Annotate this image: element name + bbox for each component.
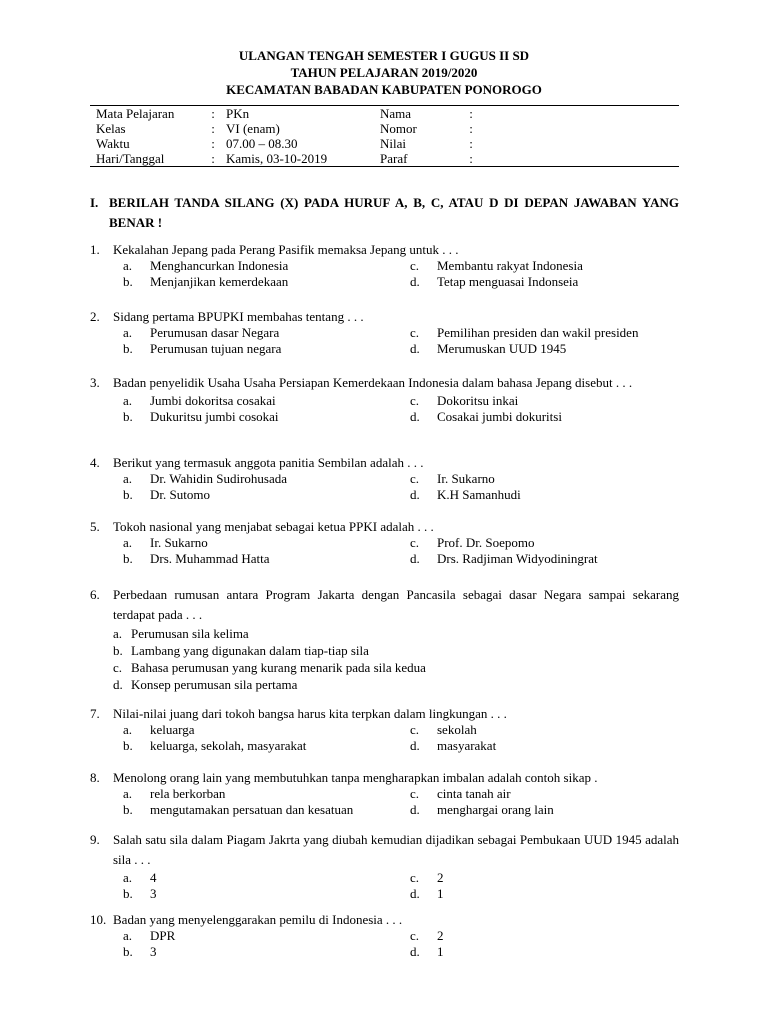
question-8	[90, 770, 679, 818]
option-letter: c.	[410, 258, 420, 273]
option-letter: a.	[123, 325, 133, 340]
option-text: cinta tanah air	[437, 786, 511, 801]
option-text: Cosakai jumbi dokuritsi	[437, 409, 562, 424]
option-letter: a.	[123, 393, 133, 408]
option-text: Drs. Muhammad Hatta	[150, 551, 270, 566]
option-text: Dr. Sutomo	[150, 487, 210, 502]
option-text: Tetap menguasai Indonseia	[437, 274, 579, 289]
option-text: Dokoritsu inkai	[437, 393, 519, 408]
option-text: Perumusan sila kelima	[131, 626, 249, 641]
header-title: ULANGAN TENGAH SEMESTER I GUGUS II SD	[238, 48, 530, 63]
option-text: Dukuritsu jumbi cosokai	[150, 409, 279, 424]
question-number: 1.	[90, 242, 100, 257]
option-letter: c.	[410, 722, 420, 737]
option-letter: c.	[410, 786, 420, 801]
option-letter: c.	[410, 471, 420, 486]
option-letter: a.	[123, 535, 133, 550]
option-letter: c.	[410, 325, 420, 340]
option-text: DPR	[150, 928, 176, 943]
info-colon: :	[469, 121, 473, 136]
option-text: Konsep perumusan sila pertama	[131, 677, 298, 692]
info-label: Waktu	[96, 136, 130, 151]
option-text: rela berkorban	[150, 786, 226, 801]
question-5	[90, 519, 679, 567]
option-letter: b.	[123, 487, 133, 502]
question-7	[90, 706, 679, 754]
info-label: Mata Pelajaran	[90, 106, 206, 122]
option-text: Membantu rakyat Indonesia	[437, 258, 583, 273]
option-letter: c.	[410, 535, 420, 550]
info-value-right	[478, 106, 679, 122]
info-colon: :	[464, 106, 478, 122]
section-text: BERILAH TANDA SILANG (X) PADA HURUF A, B, C, ATAU D DI DEPAN JAWABAN YANG BENAR !	[109, 195, 679, 230]
answer-options	[123, 325, 679, 357]
option-letter: a.	[123, 722, 133, 737]
question-text: Berikut yang termasuk anggota panitia Sembilan adalah . . .	[113, 455, 424, 470]
question-10	[90, 912, 679, 960]
option-text: 3	[150, 886, 157, 901]
section-number: I.	[90, 195, 99, 210]
exam-header	[0, 47, 768, 98]
info-value: Kamis, 03-10-2019	[220, 151, 374, 167]
option-d[interactable]	[113, 676, 679, 693]
answer-options	[123, 471, 679, 503]
option-text: keluarga, sekolah, masyarakat	[150, 738, 307, 753]
option-text: Bahasa perumusan yang kurang menarik pada sila kedua	[131, 660, 426, 675]
question-text: Tokoh nasional yang menjabat sebagai ketua PPKI adalah . . .	[113, 519, 434, 534]
info-label: Kelas	[96, 121, 126, 136]
header-school-year: TAHUN PELAJARAN 2019/2020	[290, 65, 478, 80]
question-text: Salah satu sila dalam Piagam Jakrta yang diubah kemudian dijadikan sebagai Pembukaan UUD 1945 adalah sila . . .	[113, 832, 679, 867]
option-text: 4	[150, 870, 157, 885]
option-text: 1	[437, 944, 444, 959]
option-text: masyarakat	[437, 738, 497, 753]
question-text: Nilai-nilai juang dari tokoh bangsa harus kita terpkan dalam lingkungan . . .	[113, 706, 507, 721]
info-label-right: Paraf	[374, 151, 464, 167]
option-letter: d.	[410, 738, 420, 753]
option-text: 3	[150, 944, 157, 959]
question-text: Perbedaan rumusan antara Program Jakarta dengan Pancasila sebagai dasar Negara sampai sekarang terdapat pada . . .	[113, 587, 679, 622]
question-number: 8.	[90, 770, 100, 785]
option-text: keluarga	[150, 722, 195, 737]
info-colon: :	[206, 106, 220, 122]
option-letter: d.	[410, 802, 420, 817]
option-letter: c.	[410, 928, 420, 943]
option-letter: a.	[123, 928, 133, 943]
question-number: 7.	[90, 706, 100, 721]
option-letter: b.	[123, 274, 133, 289]
section-instruction	[90, 193, 679, 233]
question-text: Menolong orang lain yang membutuhkan tanpa mengharapkan imbalan adalah contoh sikap .	[113, 770, 598, 785]
info-row	[90, 106, 679, 122]
option-letter: a.	[123, 258, 133, 273]
option-text: Prof. Dr. Soepomo	[437, 535, 535, 550]
option-a[interactable]	[113, 625, 679, 642]
option-letter: a.	[123, 786, 133, 801]
answer-options	[123, 928, 679, 960]
question-number: 9.	[90, 832, 100, 847]
info-colon: :	[211, 136, 215, 151]
answer-options	[123, 393, 679, 425]
info-row	[90, 121, 679, 136]
exam-info-table	[90, 105, 679, 167]
option-text: 2	[437, 870, 444, 885]
question-number: 6.	[90, 587, 100, 602]
info-colon: :	[464, 151, 478, 167]
question-text: Sidang pertama BPUPKI membahas tentang . . .	[113, 309, 364, 324]
option-text: Jumbi dokoritsa cosakai	[150, 393, 276, 408]
option-letter: d.	[410, 409, 420, 424]
info-label: Hari/Tanggal	[90, 151, 206, 167]
info-value-right	[478, 121, 679, 136]
option-letter: b.	[123, 551, 133, 566]
answer-options	[123, 786, 679, 818]
option-b[interactable]	[113, 642, 679, 659]
info-row	[90, 151, 679, 167]
option-letter: a.	[113, 626, 123, 641]
info-value: PKn	[220, 106, 374, 122]
option-letter: b.	[123, 944, 133, 959]
option-text: Ir. Sukarno	[437, 471, 495, 486]
option-text: Menghancurkan Indonesia	[150, 258, 289, 273]
info-value-right	[478, 151, 679, 167]
question-6	[90, 585, 679, 693]
option-letter: b.	[123, 802, 133, 817]
question-number: 5.	[90, 519, 100, 534]
question-text: Kekalahan Jepang pada Perang Pasifik memaksa Jepang untuk . . .	[113, 242, 459, 257]
option-letter: d.	[410, 341, 420, 356]
option-letter: a.	[123, 471, 133, 486]
question-text: Badan yang menyelenggarakan pemilu di Indonesia . . .	[113, 912, 403, 927]
option-text: menghargai orang lain	[437, 802, 554, 817]
question-9	[90, 830, 679, 902]
option-text: sekolah	[437, 722, 477, 737]
question-4	[90, 455, 679, 503]
option-text: Perumusan dasar Negara	[150, 325, 280, 340]
answer-options	[113, 625, 679, 693]
header-district: KECAMATAN BABADAN KABUPATEN PONOROGO	[226, 82, 542, 97]
info-colon: :	[211, 121, 215, 136]
answer-options	[123, 535, 679, 567]
question-number: 10.	[90, 912, 107, 927]
info-value: VI (enam)	[226, 121, 280, 136]
option-letter: b.	[123, 341, 133, 356]
option-letter: c.	[113, 660, 123, 675]
question-text: Badan penyelidik Usaha Usaha Persiapan Kemerdekaan Indonesia dalam bahasa Jepang disebut . . .	[113, 375, 633, 390]
question-number: 2.	[90, 309, 100, 324]
info-value: 07.00 – 08.30	[226, 136, 298, 151]
option-letter: b.	[113, 643, 123, 658]
option-letter: b.	[123, 738, 133, 753]
option-letter: b.	[123, 409, 133, 424]
option-letter: a.	[123, 870, 133, 885]
option-letter: d.	[410, 487, 420, 502]
option-text: 1	[437, 886, 444, 901]
info-label-right: Nilai	[380, 136, 406, 151]
info-value-right	[478, 136, 679, 151]
info-label-right: Nomor	[380, 121, 417, 136]
option-text: Ir. Sukarno	[150, 535, 208, 550]
answer-options	[123, 258, 679, 290]
option-letter: b.	[123, 886, 133, 901]
info-label-right: Nama	[374, 106, 464, 122]
info-row	[90, 136, 679, 151]
option-text: Dr. Wahidin Sudirohusada	[150, 471, 288, 486]
option-text: Perumusan tujuan negara	[150, 341, 282, 356]
question-number: 3.	[90, 375, 100, 390]
option-text: Lambang yang digunakan dalam tiap-tiap sila	[131, 643, 369, 658]
info-colon: :	[206, 151, 220, 167]
option-letter: d.	[410, 886, 420, 901]
option-letter: d.	[410, 551, 420, 566]
option-letter: d.	[113, 677, 123, 692]
option-text: 2	[437, 928, 444, 943]
question-3	[90, 373, 679, 425]
option-letter: c.	[410, 870, 420, 885]
option-text: Menjanjikan kemerdekaan	[150, 274, 289, 289]
answer-options	[123, 722, 679, 754]
option-letter: c.	[410, 393, 420, 408]
option-letter: d.	[410, 274, 420, 289]
option-c[interactable]	[113, 659, 679, 676]
option-letter: d.	[410, 944, 420, 959]
option-text: K.H Samanhudi	[437, 487, 521, 502]
option-text: Merumuskan UUD 1945	[437, 341, 567, 356]
option-text: mengutamakan persatuan dan kesatuan	[150, 802, 354, 817]
question-2	[90, 309, 679, 357]
option-text: Pemilihan presiden dan wakil presiden	[437, 325, 639, 340]
answer-options	[123, 870, 679, 902]
question-1	[90, 242, 679, 290]
option-text: Drs. Radjiman Widyodiningrat	[437, 551, 598, 566]
info-colon: :	[469, 136, 473, 151]
question-number: 4.	[90, 455, 100, 470]
